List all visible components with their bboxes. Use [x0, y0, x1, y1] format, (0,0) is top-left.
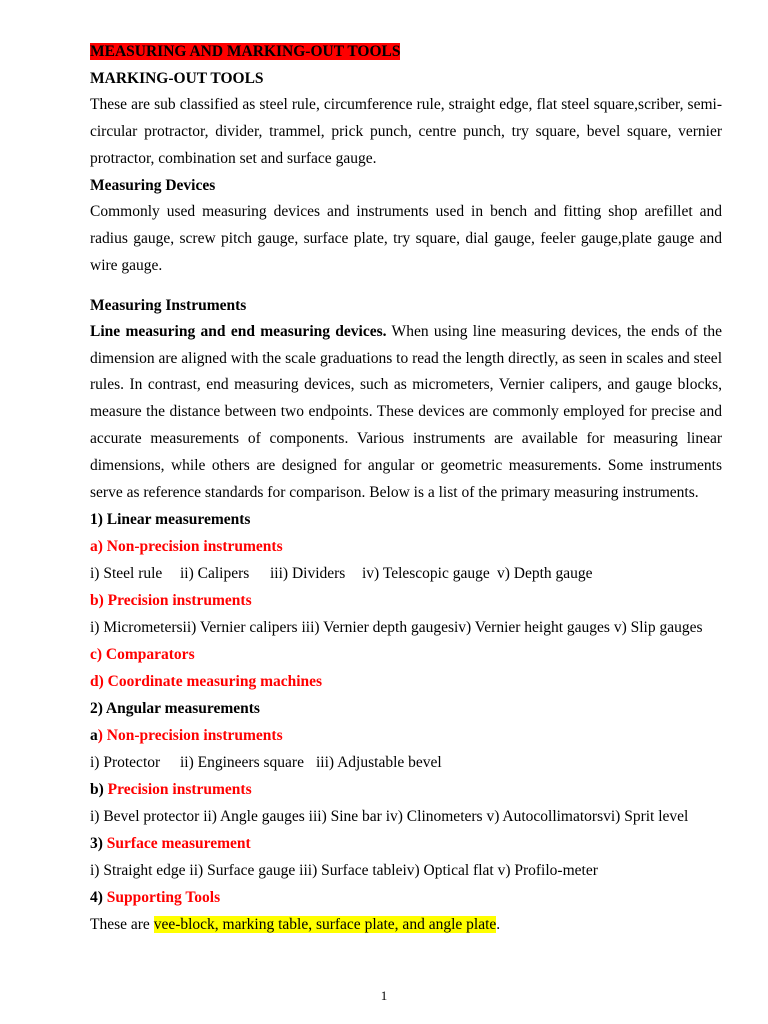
- title-text: MEASURING AND MARKING-OUT TOOLS: [90, 43, 401, 60]
- measuring-instruments-body: When using line measuring devices, the ends of the dimension are aligned with the scale graduations to read the length directly, as seen in scales and steel rules. In contrast, end measuring devices, such as micrometers, Vernier calipers, and gauge blocks, measure the distance between two endpoints. These devices are commonly employed for precise and accurate measurements of components. Various instruments are available for measuring linear dimensions, while others are designed for angular or geometric measurements. Some instruments serve as reference standards for comparison. Below is a list of the primary measuring instruments.: [90, 322, 722, 501]
- angular-b-heading: [90, 776, 722, 803]
- surface-prefix: 3): [90, 835, 103, 853]
- list-item: i) Protector: [90, 754, 161, 772]
- page-number: 1: [380, 988, 388, 1003]
- list-item: ii) Engineers square: [180, 754, 304, 772]
- angular-b-text: i) Bevel protector ii) Angle gauges iii) Sine bar iv) Clinometers v) Autocollimatorsvi) Sprit level: [90, 808, 689, 826]
- supporting-text-before: These are: [90, 916, 154, 934]
- measuring-instruments-lead: Line measuring and end measuring devices.: [90, 322, 387, 340]
- angular-a-label: ) Non-precision instruments: [97, 727, 283, 745]
- linear-b-text: i) Micrometersii) Vernier calipers iii) Vernier depth gaugesiv) Vernier height gauges v) Slip gauges: [90, 619, 703, 637]
- measuring-instruments-heading: Measuring Instruments: [90, 296, 247, 314]
- surface-heading: [90, 830, 722, 857]
- surface-label: Surface measurement: [102, 835, 251, 853]
- list-item: ii) Calipers: [180, 565, 250, 583]
- marking-out-text: These are sub classified as steel rule, circumference rule, straight edge, flat steel square,scriber, semi-circular protractor, divider, trammel, prick punch, centre punch, try square, bevel square, vernier protractor, combination set and surface gauge.: [90, 96, 722, 167]
- measuring-devices-text: Commonly used measuring devices and instruments used in bench and fitting shop arefillet and radius gauge, screw pitch gauge, surface plate, try square, dial gauge, feeler gauge,plate gauge and wire gauge.: [90, 203, 722, 274]
- marking-out-heading: MARKING-OUT TOOLS: [90, 70, 264, 87]
- measuring-instruments-text: [90, 319, 722, 507]
- supporting-heading: [90, 884, 722, 911]
- supporting-label: Supporting Tools: [102, 889, 221, 907]
- linear-heading: 1) Linear measurements: [90, 511, 251, 529]
- list-item: iii) Dividers: [270, 565, 346, 583]
- list-item: v) Depth gauge: [497, 565, 593, 583]
- linear-c-heading: c) Comparators: [90, 646, 195, 664]
- linear-d-heading: d) Coordinate measuring machines: [90, 673, 323, 691]
- angular-heading: 2) Angular measurements: [90, 700, 260, 718]
- linear-a-items: [90, 560, 722, 587]
- measuring-devices-heading: Measuring Devices: [90, 177, 216, 195]
- angular-b-prefix: b): [90, 781, 104, 799]
- list-item: iv) Telescopic gauge: [362, 565, 490, 583]
- linear-a-heading: a) Non-precision instruments: [90, 538, 283, 556]
- linear-b-heading: b) Precision instruments: [90, 592, 252, 610]
- supporting-highlight: vee-block, marking table, surface plate, and angle plate: [153, 916, 497, 934]
- angular-a-prefix: a: [90, 727, 98, 745]
- surface-text: i) Straight edge ii) Surface gauge iii) Surface tableiv) Optical flat v) Profilo-meter: [90, 862, 598, 880]
- list-item: iii) Adjustable bevel: [316, 754, 442, 772]
- document-page: [90, 38, 722, 938]
- angular-a-heading: [90, 722, 722, 749]
- angular-b-label: Precision instruments: [103, 781, 252, 799]
- angular-a-items: [90, 749, 722, 776]
- supporting-text: [90, 911, 722, 938]
- supporting-text-after: .: [496, 916, 501, 934]
- supporting-prefix: 4): [90, 889, 103, 907]
- list-item: i) Steel rule: [90, 565, 163, 583]
- document-title: [90, 38, 722, 65]
